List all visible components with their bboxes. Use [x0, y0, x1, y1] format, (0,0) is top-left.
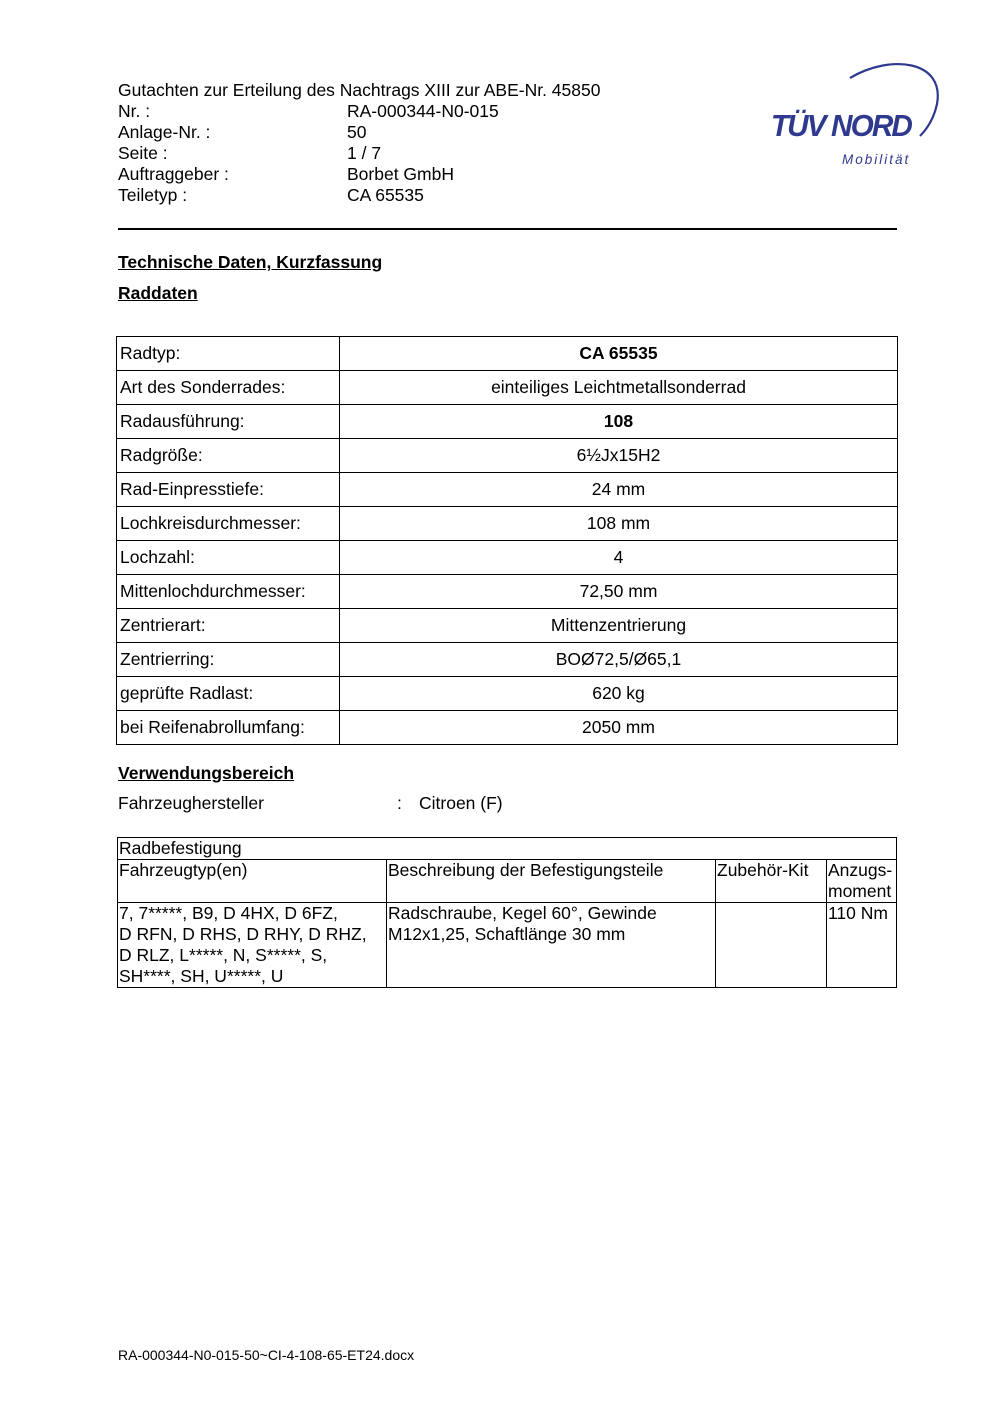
wheel-data-value: 24 mm [340, 473, 898, 507]
header-label: Teiletyp : [118, 185, 188, 205]
header-row-auftraggeber [118, 164, 658, 185]
header-label: Auftraggeber : [118, 164, 229, 184]
header-block [118, 80, 658, 206]
manufacturer-label: Fahrzeughersteller [118, 793, 264, 813]
header-value: Borbet GmbH [347, 164, 454, 184]
logo-subtitle: Mobilität [842, 152, 911, 167]
table-row [117, 643, 898, 677]
wheel-data-value: 620 kg [340, 677, 898, 711]
header-label: Anlage-Nr. : [118, 122, 211, 142]
wheel-data-value: 108 mm [340, 507, 898, 541]
header-divider [118, 228, 897, 230]
wheel-data-label: Radausführung: [117, 405, 340, 439]
table-row [117, 337, 898, 371]
header-value: CA 65535 [347, 185, 424, 205]
header-value: 50 [347, 122, 367, 142]
wheel-fixing-table [117, 837, 897, 988]
header-label: Nr. : [118, 101, 151, 121]
wheel-data-value: 108 [340, 405, 898, 439]
table-row [118, 903, 897, 988]
fixing-title: Radbefestigung [118, 838, 897, 860]
wheel-data-value: 2050 mm [340, 711, 898, 745]
header-value: 1 / 7 [347, 143, 382, 163]
wheel-data-label: Lochzahl: [117, 541, 340, 575]
tuv-nord-logo [760, 56, 945, 176]
wheel-data-label: Zentrierring: [117, 643, 340, 677]
wheel-data-value: 6½Jx15H2 [340, 439, 898, 473]
table-row [117, 507, 898, 541]
table-row [117, 677, 898, 711]
table-row [117, 439, 898, 473]
table-row [117, 371, 898, 405]
wheel-data-label: geprüfte Radlast: [117, 677, 340, 711]
wheel-data-label: Rad-Einpresstiefe: [117, 473, 340, 507]
header-row-nr [118, 101, 658, 122]
header-row-teiletyp [118, 185, 658, 206]
wheel-data-table [116, 336, 898, 745]
kit-cell [716, 903, 827, 988]
column-header-kit: Zubehör-Kit [716, 860, 827, 903]
wheel-data-label: Radgröße: [117, 439, 340, 473]
wheel-data-label: bei Reifenabrollumfang: [117, 711, 340, 745]
wheel-data-value: Mittenzentrierung [340, 609, 898, 643]
logo-wordmark: TÜV NORD [770, 108, 911, 143]
wheel-data-value: BOØ72,5/Ø65,1 [340, 643, 898, 677]
manufacturer-value: Citroen (F) [419, 793, 503, 813]
table-row [117, 473, 898, 507]
column-header-torque: Anzugs- moment [827, 860, 897, 903]
wheel-data-label: Zentrierart: [117, 609, 340, 643]
table-row [117, 541, 898, 575]
footer-filename: RA-000344-N0-015-50~CI-4-108-65-ET24.docx [118, 1347, 415, 1363]
torque-cell: 110 Nm [827, 903, 897, 988]
manufacturer-colon: : [397, 793, 402, 813]
section-title-wheel: Raddaten [118, 283, 198, 303]
wheel-data-value: einteiliges Leichtmetallsonderrad [340, 371, 898, 405]
document-title: Gutachten zur Erteilung des Nachtrags XIII zur ABE-Nr. 45850 [118, 80, 601, 100]
header-value: RA-000344-N0-015 [347, 101, 499, 121]
table-row [117, 575, 898, 609]
vehicle-types-cell: 7, 7*****, B9, D 4HX, D 6FZ, D RFN, D RHS, D RHY, D RHZ, D RLZ, L*****, N, S*****, S, SH****, SH, U*****, U [118, 903, 387, 988]
header-label: Seite : [118, 143, 168, 163]
section-title-technical: Technische Daten, Kurzfassung [118, 252, 383, 272]
wheel-data-label: Mittenlochdurchmesser: [117, 575, 340, 609]
table-row [117, 609, 898, 643]
column-header-vehicle-types: Fahrzeugtyp(en) [118, 860, 387, 903]
description-cell: Radschraube, Kegel 60°, Gewinde M12x1,25, Schaftlänge 30 mm [387, 903, 716, 988]
table-row [117, 711, 898, 745]
column-header-description: Beschreibung der Befestigungsteile [387, 860, 716, 903]
section-title-usage: Verwendungsbereich [118, 763, 295, 783]
wheel-data-label: Lochkreisdurchmesser: [117, 507, 340, 541]
wheel-data-value: 4 [340, 541, 898, 575]
wheel-data-label: Radtyp: [117, 337, 340, 371]
wheel-data-value: CA 65535 [340, 337, 898, 371]
table-row [117, 405, 898, 439]
header-row-anlage [118, 122, 658, 143]
wheel-data-value: 72,50 mm [340, 575, 898, 609]
manufacturer-row [118, 793, 818, 814]
header-row-seite [118, 143, 658, 164]
wheel-data-label: Art des Sonderrades: [117, 371, 340, 405]
